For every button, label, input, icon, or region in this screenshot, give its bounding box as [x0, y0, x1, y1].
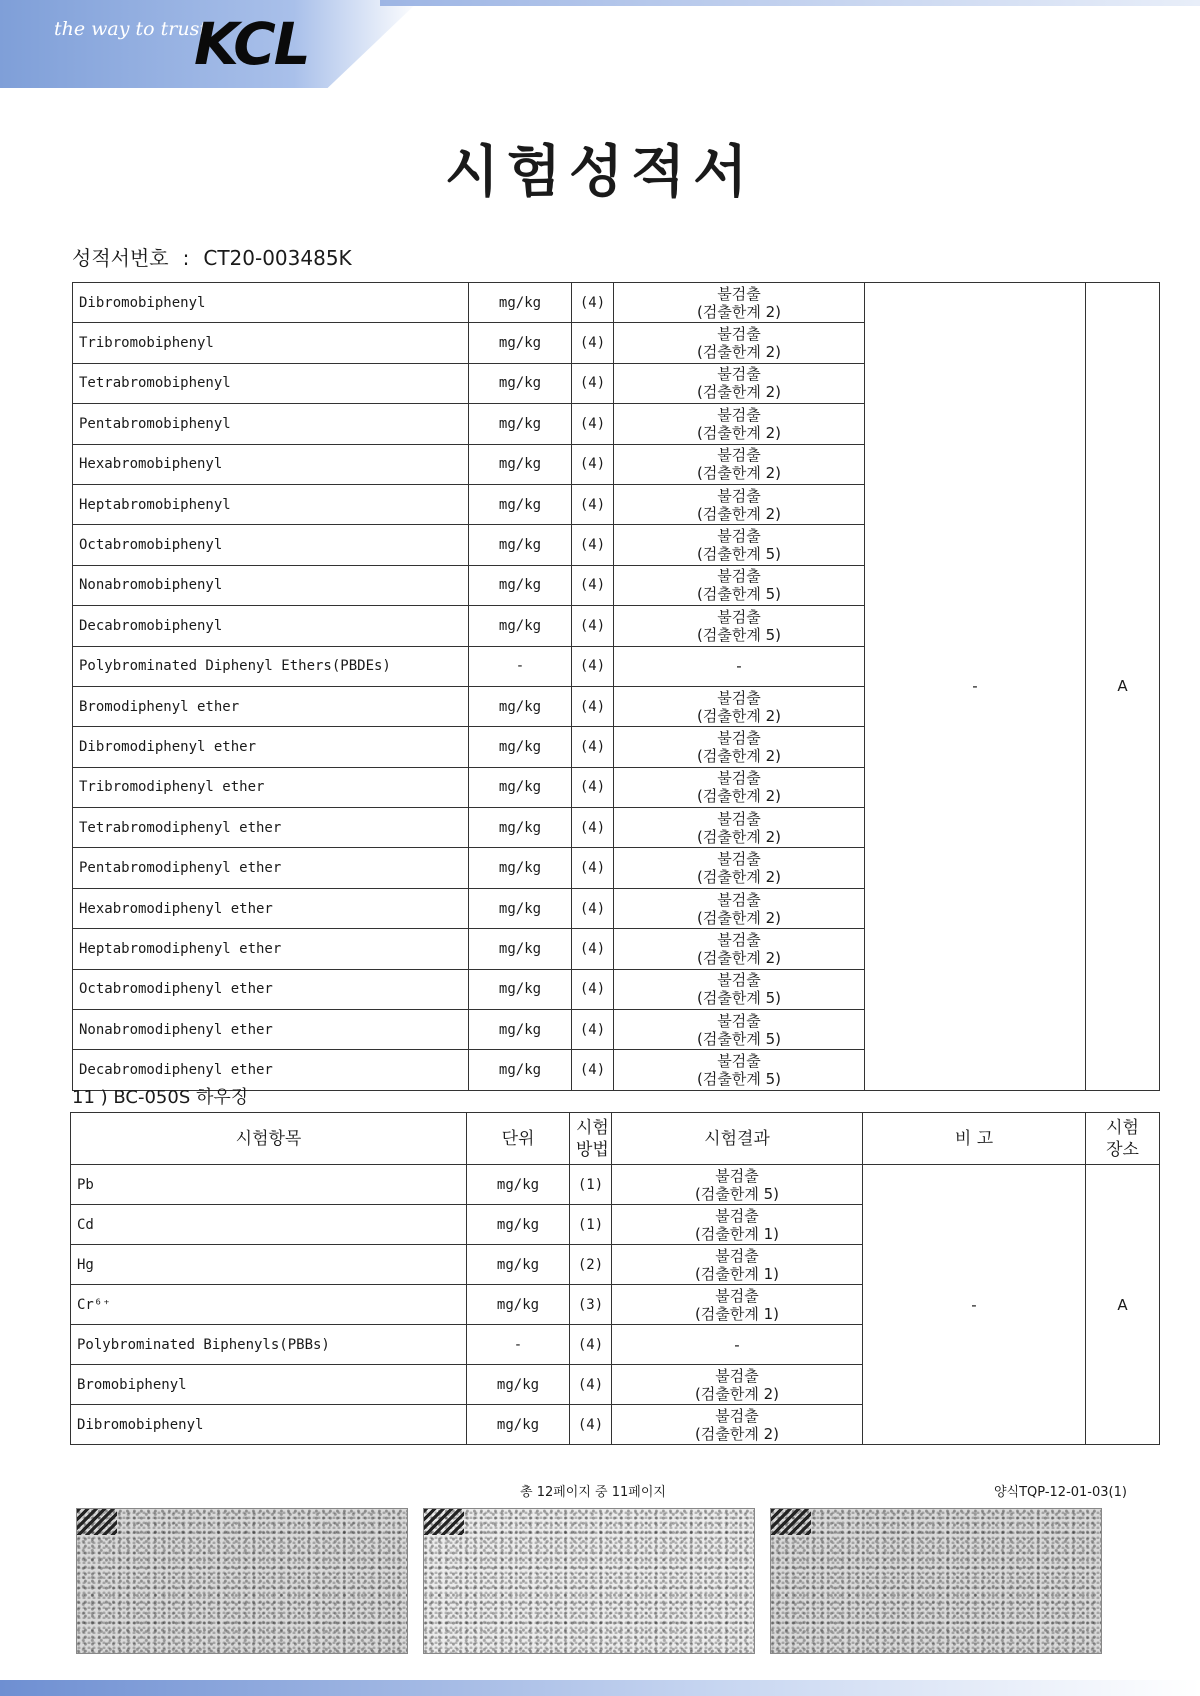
result-value: 불검출	[715, 1406, 759, 1425]
item-cell: Tribromodiphenyl ether	[73, 767, 469, 807]
unit-cell: mg/kg	[467, 1205, 570, 1245]
item-cell: Octabromodiphenyl ether	[73, 969, 469, 1009]
result-value: 불검출	[715, 1206, 759, 1225]
brand-tagline: the way to trust	[54, 18, 207, 40]
detection-limit: (검출한계 5)	[697, 545, 781, 564]
footer-band	[0, 1680, 1200, 1696]
unit-cell: mg/kg	[469, 565, 572, 605]
method-cell: (4)	[572, 929, 614, 969]
result-cell	[614, 525, 865, 565]
result-cell	[614, 646, 865, 686]
method-cell: (4)	[572, 525, 614, 565]
detection-limit: (검출한계 2)	[697, 504, 781, 523]
method-cell: (1)	[570, 1205, 612, 1245]
table-row	[73, 283, 1160, 323]
detection-limit: (검출한계 1)	[695, 1304, 779, 1323]
result-value: 불검출	[717, 325, 761, 344]
detection-limit: (검출한계 2)	[695, 1384, 779, 1403]
header-result: 시험결과	[612, 1113, 863, 1165]
item-cell: Bromodiphenyl ether	[73, 686, 469, 726]
detection-limit: (검출한계 5)	[697, 989, 781, 1008]
results-table-housing	[70, 1112, 1160, 1445]
result-value: 불검출	[717, 607, 761, 626]
result-cell	[614, 565, 865, 605]
method-cell: (4)	[572, 323, 614, 363]
brand-logo: KCL	[194, 10, 309, 78]
header-method	[570, 1113, 612, 1165]
method-cell: (4)	[572, 646, 614, 686]
unit-cell: mg/kg	[467, 1245, 570, 1285]
unit-cell: mg/kg	[469, 444, 572, 484]
detection-limit: (검출한계 2)	[697, 746, 781, 765]
result-cell	[614, 323, 865, 363]
method-cell: (4)	[572, 565, 614, 605]
item-cell: Dibromobiphenyl	[71, 1405, 467, 1445]
hatch-mark	[77, 1509, 117, 1535]
header-location-line2: 장소	[1106, 1139, 1139, 1160]
result-cell	[612, 1245, 863, 1285]
certificate-number	[72, 242, 352, 271]
result-cell	[614, 848, 865, 888]
table-row	[71, 1165, 1160, 1205]
method-cell: (4)	[572, 767, 614, 807]
result-value: 불검출	[717, 890, 761, 909]
detection-limit: (검출한계 2)	[697, 302, 781, 321]
result-cell	[614, 1010, 865, 1050]
header-method-line1: 시험	[576, 1117, 609, 1138]
unit-cell: mg/kg	[469, 727, 572, 767]
method-cell: (4)	[572, 888, 614, 928]
item-cell: Polybrominated Biphenyls(PBBs)	[71, 1325, 467, 1365]
item-cell: Pb	[71, 1165, 467, 1205]
result-cell	[614, 969, 865, 1009]
security-pattern-center	[423, 1508, 755, 1654]
method-cell: (4)	[572, 444, 614, 484]
result-cell	[614, 606, 865, 646]
result-cell	[614, 727, 865, 767]
item-cell: Pentabromodiphenyl ether	[73, 848, 469, 888]
header-method-line2: 방법	[576, 1139, 609, 1160]
detection-limit: (검출한계 2)	[697, 464, 781, 483]
result-value: 불검출	[717, 728, 761, 747]
unit-cell: mg/kg	[469, 848, 572, 888]
result-cell	[612, 1405, 863, 1445]
result-value: 불검출	[717, 567, 761, 586]
method-cell: (4)	[572, 686, 614, 726]
test-location-cell: A	[1086, 283, 1160, 1091]
item-cell: Bromobiphenyl	[71, 1365, 467, 1405]
result-cell	[614, 1050, 865, 1090]
method-cell: (1)	[570, 1165, 612, 1205]
method-cell: (4)	[572, 808, 614, 848]
result-cell	[614, 929, 865, 969]
certificate-value: CT20-003485K	[203, 246, 352, 270]
header-line	[380, 0, 1200, 6]
remarks-cell: -	[863, 1165, 1086, 1445]
method-cell: (4)	[572, 606, 614, 646]
result-cell	[614, 888, 865, 928]
result-value: 불검출	[717, 1011, 761, 1030]
detection-limit: (검출한계 5)	[697, 625, 781, 644]
method-cell: (4)	[570, 1405, 612, 1445]
method-cell: (4)	[572, 969, 614, 1009]
result-value: 불검출	[717, 527, 761, 546]
detection-limit: (검출한계 5)	[697, 585, 781, 604]
unit-cell: mg/kg	[469, 969, 572, 1009]
certificate-separator: :	[182, 246, 190, 270]
detection-limit: (검출한계 2)	[697, 908, 781, 927]
security-pattern-left	[76, 1508, 408, 1654]
item-cell: Hg	[71, 1245, 467, 1285]
unit-cell: mg/kg	[469, 888, 572, 928]
detection-limit: (검출한계 2)	[697, 948, 781, 967]
item-cell: Tetrabromodiphenyl ether	[73, 808, 469, 848]
method-cell: (4)	[572, 1050, 614, 1090]
item-cell: Tribromobiphenyl	[73, 323, 469, 363]
result-value: 불검출	[717, 971, 761, 990]
header-location-line1: 시험	[1106, 1117, 1139, 1138]
detection-limit: (검출한계 5)	[697, 1029, 781, 1048]
remarks-cell: -	[865, 283, 1086, 1091]
item-cell: Heptabromobiphenyl	[73, 484, 469, 524]
item-cell: Dibromobiphenyl	[73, 283, 469, 323]
detection-limit: (검출한계 2)	[697, 343, 781, 362]
result-value: 불검출	[715, 1366, 759, 1385]
unit-cell: mg/kg	[467, 1405, 570, 1445]
test-location-cell: A	[1086, 1165, 1160, 1445]
security-pattern-right	[770, 1508, 1102, 1654]
hatch-mark	[424, 1509, 464, 1535]
detection-limit: (검출한계 2)	[697, 423, 781, 442]
item-cell: Decabromodiphenyl ether	[73, 1050, 469, 1090]
method-cell: (4)	[572, 283, 614, 323]
unit-cell: -	[467, 1325, 570, 1365]
detection-limit: (검출한계 2)	[695, 1424, 779, 1443]
method-cell: (4)	[570, 1365, 612, 1405]
unit-cell: -	[469, 646, 572, 686]
result-cell	[612, 1365, 863, 1405]
unit-cell: mg/kg	[469, 929, 572, 969]
page-info: 총 12페이지 중 11페이지	[520, 1485, 666, 1500]
result-cell	[614, 767, 865, 807]
result-cell	[612, 1285, 863, 1325]
unit-cell: mg/kg	[469, 767, 572, 807]
result-value: -	[736, 657, 742, 676]
detection-limit: (검출한계 1)	[695, 1264, 779, 1283]
item-cell: Decabromobiphenyl	[73, 606, 469, 646]
method-cell: (4)	[572, 848, 614, 888]
result-cell	[614, 444, 865, 484]
detection-limit: (검출한계 5)	[697, 1070, 781, 1089]
result-cell	[614, 484, 865, 524]
detection-limit: (검출한계 2)	[697, 868, 781, 887]
result-value: -	[734, 1335, 740, 1354]
item-cell: Cd	[71, 1205, 467, 1245]
item-cell: Nonabromobiphenyl	[73, 565, 469, 605]
result-value: 불검출	[717, 405, 761, 424]
item-cell: Pentabromobiphenyl	[73, 404, 469, 444]
result-cell	[612, 1165, 863, 1205]
method-cell: (4)	[572, 1010, 614, 1050]
method-cell: (3)	[570, 1285, 612, 1325]
method-cell: (2)	[570, 1245, 612, 1285]
method-cell: (4)	[570, 1325, 612, 1365]
result-value: 불검출	[717, 1052, 761, 1071]
result-value: 불검출	[715, 1166, 759, 1185]
header-item: 시험항목	[71, 1113, 467, 1165]
unit-cell: mg/kg	[467, 1285, 570, 1325]
result-value: 불검출	[717, 930, 761, 949]
result-value: 불검출	[717, 446, 761, 465]
unit-cell: mg/kg	[469, 323, 572, 363]
certificate-label: 성적서번호	[72, 246, 169, 270]
unit-cell: mg/kg	[469, 1010, 572, 1050]
item-cell: Cr⁶⁺	[71, 1285, 467, 1325]
header-unit: 단위	[467, 1113, 570, 1165]
result-value: 불검출	[715, 1286, 759, 1305]
header-location	[1086, 1113, 1160, 1165]
result-value: 불검출	[717, 486, 761, 505]
table-header-row	[71, 1113, 1160, 1165]
unit-cell: mg/kg	[469, 808, 572, 848]
header-note: 비 고	[863, 1113, 1086, 1165]
method-cell: (4)	[572, 484, 614, 524]
result-cell	[612, 1325, 863, 1365]
item-cell: Polybrominated Diphenyl Ethers(PBDEs)	[73, 646, 469, 686]
unit-cell: mg/kg	[469, 525, 572, 565]
method-cell: (4)	[572, 404, 614, 444]
detection-limit: (검출한계 2)	[697, 827, 781, 846]
result-value: 불검출	[715, 1246, 759, 1265]
result-value: 불검출	[717, 769, 761, 788]
method-cell: (4)	[572, 727, 614, 767]
result-value: 불검출	[717, 809, 761, 828]
result-value: 불검출	[717, 688, 761, 707]
unit-cell: mg/kg	[467, 1365, 570, 1405]
result-cell	[614, 404, 865, 444]
result-cell	[614, 363, 865, 403]
result-cell	[614, 686, 865, 726]
item-cell: Heptabromodiphenyl ether	[73, 929, 469, 969]
result-value: 불검출	[717, 284, 761, 303]
detection-limit: (검출한계 1)	[695, 1224, 779, 1243]
result-cell	[612, 1205, 863, 1245]
result-cell	[614, 283, 865, 323]
unit-cell: mg/kg	[467, 1165, 570, 1205]
detection-limit: (검출한계 5)	[695, 1184, 779, 1203]
item-cell: Hexabromodiphenyl ether	[73, 888, 469, 928]
detection-limit: (검출한계 2)	[697, 706, 781, 725]
detection-limit: (검출한계 2)	[697, 787, 781, 806]
item-cell: Tetrabromobiphenyl	[73, 363, 469, 403]
unit-cell: mg/kg	[469, 686, 572, 726]
item-cell: Octabromobiphenyl	[73, 525, 469, 565]
section-heading: 11 ) BC-050S 하우징	[72, 1087, 249, 1108]
unit-cell: mg/kg	[469, 1050, 572, 1090]
item-cell: Nonabromodiphenyl ether	[73, 1010, 469, 1050]
result-value: 불검출	[717, 850, 761, 869]
form-number: 양식TQP-12-01-03(1)	[994, 1485, 1127, 1500]
results-table-continued	[72, 282, 1160, 1091]
result-cell	[614, 808, 865, 848]
item-cell: Dibromodiphenyl ether	[73, 727, 469, 767]
detection-limit: (검출한계 2)	[697, 383, 781, 402]
item-cell: Hexabromobiphenyl	[73, 444, 469, 484]
unit-cell: mg/kg	[469, 606, 572, 646]
unit-cell: mg/kg	[469, 404, 572, 444]
method-cell: (4)	[572, 363, 614, 403]
hatch-mark	[771, 1509, 811, 1535]
page-title: 시험성적서	[444, 140, 756, 205]
unit-cell: mg/kg	[469, 283, 572, 323]
result-value: 불검출	[717, 365, 761, 384]
unit-cell: mg/kg	[469, 363, 572, 403]
unit-cell: mg/kg	[469, 484, 572, 524]
